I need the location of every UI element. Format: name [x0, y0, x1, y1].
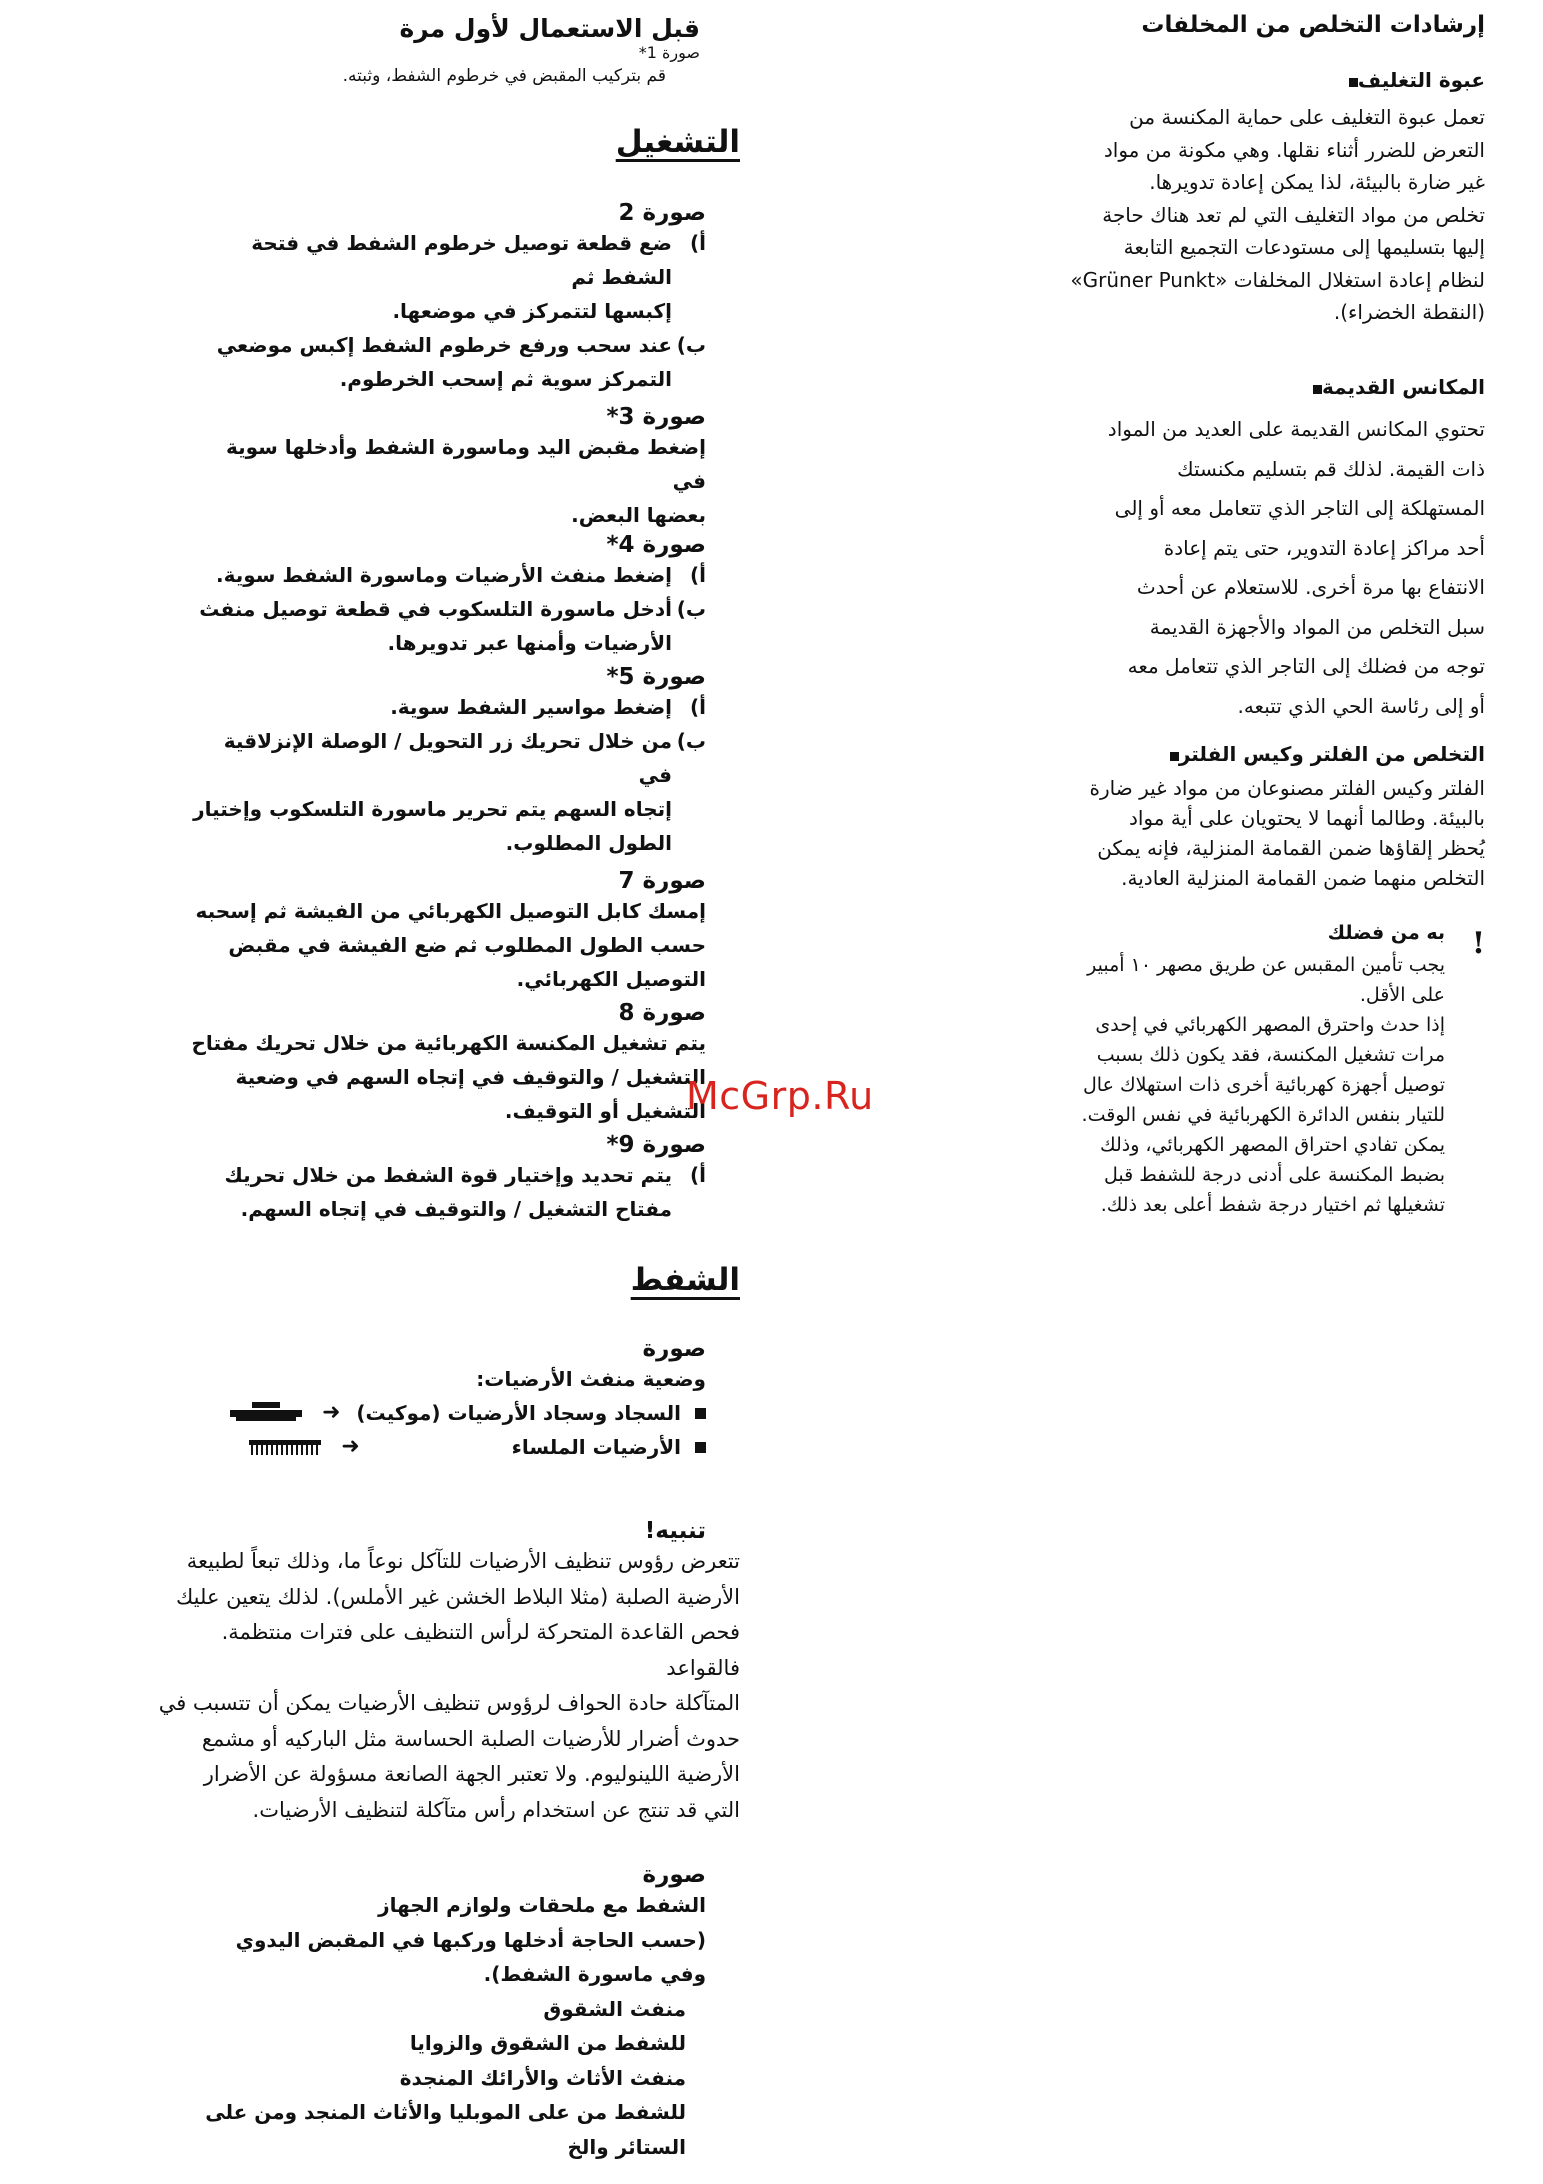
image-label: صورة — [642, 1862, 706, 1888]
filter-text: الفلتر وكيس الفلتر مصنوعان من مواد غير ضارة بالبيئة. وطالما أنهما لا يحتويان على أية مواد يُحظر إلقاؤها ضمن القمامة المنزلية، فإنه يمكن التخلص منهما ضمن القمامة المنزلية العادية. — [1089, 776, 1485, 890]
accessories-text: الشفط مع ملحقات ولوازم الجهاز (حسب الحاجة أدخلها وركبها في المقبض اليدوي وفي ماسورة الشفط). — [235, 1893, 706, 1986]
image-label: صورة — [642, 1336, 706, 1362]
step-item: أ) يتم تحديد وإختيار قوة الشفط من خلال تحريك مفتاح التشغيل / والتوقيف في إتجاه السهم. — [224, 1163, 706, 1221]
operation-heading: التشغيل — [615, 124, 740, 160]
brush-retracted-icon — [226, 1400, 306, 1426]
warning-icon: ! — [1471, 926, 1485, 961]
caution-heading: تنبيه! — [644, 1518, 706, 1544]
caution-text: تتعرض رؤوس تنظيف الأرضيات للتآكل نوعاً ما، وذلك تبعاً لطبيعة الأرضية الصلبة (مثلا البلاط الخشن غير الأملس). لذلك يتعين عليك فحص القاعدة المتحركة لرأس التنظيف على فترات منتظمة. فالقواعد المتآكلة حادة الحواف لرؤوس تنظيف الأرضيات يمكن أن تتسبب في حدوث أضرار للأرضيات الصلبة الحساسة مثل الباركيه أو مشمع الأرضية اللينوليوم. ولا تعتبر الجهة الصانعة مسؤولة عن الأضرار التي قد تنتج عن استخدام رأس متآكلة لتنظيف الأرضيات. — [158, 1549, 740, 1822]
bullet-square-icon — [1170, 752, 1179, 761]
fuse-note — [1081, 922, 1485, 1220]
arrow-icon: ➜ — [341, 1434, 360, 1459]
disposal-title: إرشادات التخلص من المخلفات — [1141, 12, 1485, 38]
image-label: صورة 7 — [618, 868, 706, 894]
step-item: أ) إضغط مواسير الشفط سوية. — [390, 695, 706, 719]
packaging-heading: عبوة التغليف — [1331, 68, 1485, 92]
before-first-use — [343, 14, 700, 86]
before-first-use-title: قبل الاستعمال لأول مرة — [399, 14, 700, 43]
old-vacuums-text: تحتوي المكانس القديمة على العديد من المواد ذات القيمة. لذلك قم بتسليم مكنستك المستهلكة إلى التاجر الذي تتعامل معه أو إلى أحد مراكز إعادة التدوير، حتى يتم إعادة الانتفاع بها مرة أخرى. للاستعلام عن أحدث سبل التخلص من المواد والأجهزة القديمة توجه من فضلك إلى التاجر الذي تتعامل معه أو إلى رئاسة الحي الذي تتبعه. — [1107, 417, 1485, 718]
bullet-square-icon — [695, 1408, 706, 1419]
accessories-nozzles: منفث الشقوق للشفط من الشقوق والزوايا منفث الأثاث والأرائك المنجدة للشفط من على الموبليا والأثاث المنجد ومن على الستائر والخ — [205, 1996, 686, 2159]
watermark: McGrp.Ru — [686, 1074, 874, 1118]
floor-nozzle-title: وضعية منفث الأرضيات: — [476, 1367, 706, 1391]
floor-option-hard: الأرضيات الملساء ➜ — [166, 1430, 706, 1464]
step-item: أ) إضغط منفث الأرضيات وماسورة الشفط سوية. — [216, 563, 706, 587]
step-item: ب) عند سحب ورفع خرطوم الشفط إكبس موضعي التمركز سوية ثم إسحب الخرطوم. — [216, 333, 706, 391]
step-item: ب) من خلال تحريك زر التحويل / الوصلة الإنزلاقية في إتجاه السهم يتم تحرير ماسورة التلسكوب وإختيار الطول المطلوب. — [193, 729, 706, 855]
image-label: صورة 4* — [606, 532, 706, 558]
image-label: صورة 8 — [618, 1000, 706, 1026]
bullet-square-icon — [1349, 78, 1358, 87]
caution-section — [150, 1518, 740, 1828]
arrow-icon: ➜ — [321, 1400, 341, 1425]
floor-option-carpet: السجاد وسجاد الأرضيات (موكيت) ➜ — [166, 1396, 706, 1430]
floor-nozzle-section — [166, 1336, 706, 1464]
image-label: صورة 9* — [606, 1132, 706, 1158]
image-ref: صورة 1* — [638, 43, 700, 62]
old-vacuums-heading: المكانس القديمة — [1295, 375, 1485, 399]
step-text: إضغط مقبض اليد وماسورة الشفط وأدخلها سوية في بعضها البعض. — [225, 435, 706, 527]
fuse-note-text: يجب تأمين المقبس عن طريق مصهر ١٠ أمبير على الأقل. إذا حدث واحترق المصهر الكهربائي في إحدى مرات تشغيل المكنسة، فقد يكون ذلك بسبب توصيل أجهزة كهربائية أخرى ذات استهلاك عال للتيار بنفس الدائرة الكهربائية في نفس الوقت. يمكن تفادي احتراق المصهر الكهربائي، وذلك بضبط المكنسة على أدنى درجة للشفط قبل تشغيلها ثم اختيار درجة شفط أعلى بعد ذلك. — [1081, 954, 1445, 1216]
step-text: إمسك كابل التوصيل الكهربائي من الفيشة ثم إسحبه حسب الطول المطلوب ثم ضع الفيشة في مقبض التوصيل الكهربائي. — [195, 899, 706, 991]
brush-extended-icon — [245, 1436, 325, 1458]
fuse-note-heading: به من فضلك — [1327, 922, 1445, 944]
suction-heading: الشفط — [630, 1262, 740, 1298]
step-item: ب) أدخل ماسورة التلسكوب في قطعة توصيل منفث الأرضيات وأمنها عبر تدويرها. — [199, 597, 706, 655]
operation-steps — [186, 200, 706, 1226]
step-text: يتم تشغيل المكنسة الكهربائية من خلال تحريك مفتاح التشغيل / والتوقيف في إتجاه السهم في وضعية التشغيل أو التوقيف. — [191, 1031, 706, 1123]
image-label: صورة 5* — [606, 664, 706, 690]
packaging-text: تعمل عبوة التغليف على حماية المكنسة من التعرض للضرر أثناء نقلها. وهي مكونة من مواد غير ضارة بالبيئة، لذا يمكن إعادة تدويرها. تخلص من مواد التغليف التي لم تعد هناك حاجة إليها بتسليمها إلى مستودعات التجميع التابعة لنظام إعادة استغلال المخلفات «Grüner Punkt» (النقطة الخضراء). — [1070, 105, 1485, 324]
before-first-use-text: قم بتركيب المقبض في خرطوم الشفط، وثبته. — [342, 66, 666, 86]
bullet-square-icon — [695, 1442, 706, 1453]
accessories-section — [166, 1862, 706, 2164]
image-label: صورة 2 — [618, 200, 706, 226]
filter-heading: التخلص من الفلتر وكيس الفلتر — [1152, 742, 1485, 766]
image-label: صورة 3* — [606, 404, 706, 430]
bullet-square-icon — [1313, 385, 1322, 394]
step-item: أ) ضع قطعة توصيل خرطوم الشفط في فتحة الشفط ثم إكبسها لتتمركز في موضعها. — [251, 231, 706, 323]
